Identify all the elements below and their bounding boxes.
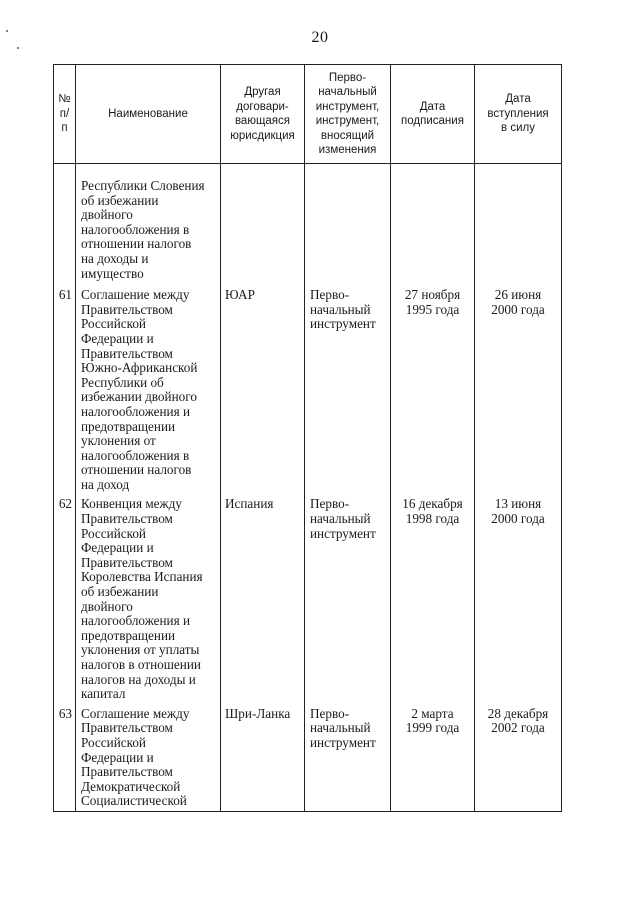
- header-number: № п/п: [54, 65, 76, 164]
- row-instrument: Перво- начальный инструмент: [305, 288, 391, 497]
- row-signing-date: 2 марта 1999 года: [391, 707, 475, 812]
- treaty-table: [53, 64, 562, 812]
- header-jurisdiction: Другая договари- вающаяся юрисдикция: [221, 65, 305, 164]
- row-jurisdiction: ЮАР: [221, 288, 305, 497]
- row-number: 62: [54, 497, 76, 706]
- row-name: Республики Словения об избежании двойного налогообложения в отношении налогов на доходы и имущество: [76, 164, 221, 289]
- row-signing-date: 16 декабря 1998 года: [391, 497, 475, 706]
- table-row: [54, 164, 562, 289]
- table-row: [54, 288, 562, 497]
- row-instrument: Перво- начальный инструмент: [305, 707, 391, 812]
- row-instrument: Перво- начальный инструмент: [305, 497, 391, 706]
- row-effective-date: 13 июня 2000 года: [475, 497, 562, 706]
- row-jurisdiction: Испания: [221, 497, 305, 706]
- row-number: [54, 164, 76, 289]
- row-effective-date: 26 июня 2000 года: [475, 288, 562, 497]
- row-signing-date: 27 ноября 1995 года: [391, 288, 475, 497]
- row-jurisdiction: Шри-Ланка: [221, 707, 305, 812]
- row-name: Конвенция между Правительством Российской Федерации и Правительством Королевства Испания об избежании двойного налогообложения и предотвращении уклонения от уплаты налогов в отношении налогов на доходы и капитал: [76, 497, 221, 706]
- row-name: Соглашение между Правительством Российской Федерации и Правительством Южно-Африканской Республики об избежании двойного налогообложения и предотвращении уклонения от налогообложения в отношении налогов на доход: [76, 288, 221, 497]
- header-effective-date: Дата вступления в силу: [475, 65, 562, 164]
- row-effective-date: [475, 164, 562, 289]
- row-effective-date: 28 декабря 2002 года: [475, 707, 562, 812]
- table-header-row: [54, 65, 562, 164]
- row-jurisdiction: [221, 164, 305, 289]
- row-number: 63: [54, 707, 76, 812]
- table-row: [54, 497, 562, 706]
- row-name: Соглашение между Правительством Российской Федерации и Правительством Демократической Социалистической: [76, 707, 221, 812]
- header-signing-date: Дата подписания: [391, 65, 475, 164]
- header-instrument: Перво- начальный инструмент, инструмент, вносящий изменения: [305, 65, 391, 164]
- page-number: 20: [311, 29, 329, 46]
- header-name: Наименование: [76, 65, 221, 164]
- row-signing-date: [391, 164, 475, 289]
- table-row: [54, 707, 562, 812]
- row-number: 61: [54, 288, 76, 497]
- scan-speck: [17, 47, 19, 49]
- row-instrument: [305, 164, 391, 289]
